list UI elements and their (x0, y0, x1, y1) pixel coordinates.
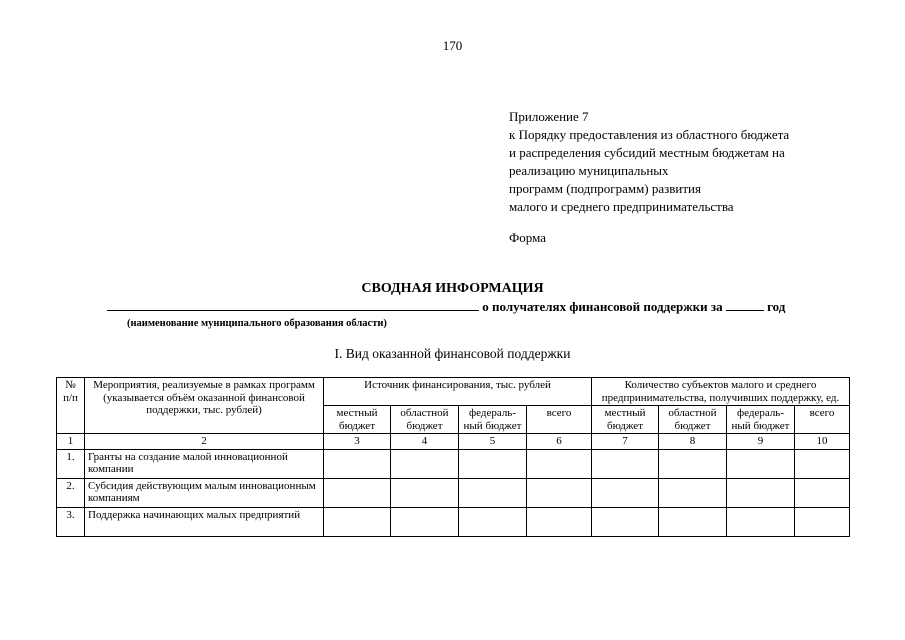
year-blank (726, 298, 764, 311)
row-event: Гранты на создание малой инновационной компании (85, 449, 324, 478)
column-number-row (57, 434, 850, 450)
header-sources: Источник финансирования, тыс. рублей (324, 378, 592, 406)
header-row (57, 378, 850, 406)
row-number: 3. (57, 507, 85, 536)
table-cell (659, 507, 727, 536)
table-row (57, 449, 850, 478)
municipality-caption: (наименование муниципального образования области) (127, 318, 387, 329)
table-row (57, 507, 850, 536)
column-number: 7 (592, 434, 659, 450)
table-cell (391, 449, 459, 478)
subtitle-line (107, 298, 785, 315)
appendix-line: и распределения субсидий местным бюджетам на (509, 145, 785, 160)
appendix-line: малого и среднего предпринимательства (509, 199, 734, 214)
column-number: 3 (324, 434, 391, 450)
table-cell (527, 449, 592, 478)
table-row (57, 478, 850, 507)
table-cell (324, 449, 391, 478)
sub-regional: областной бюджет (391, 406, 459, 434)
row-number: 2. (57, 478, 85, 507)
header-event: Мероприятия, реализуемые в рамках программ (указывается объём оказанной финансовой поддержки, тыс. рублей) (85, 378, 324, 434)
table-cell (592, 449, 659, 478)
sub-total: всего (527, 406, 592, 434)
table-cell (659, 449, 727, 478)
appendix-line: реализацию муниципальных (509, 163, 669, 178)
table-cell (459, 478, 527, 507)
table-cell (727, 507, 795, 536)
appendix-line: к Порядку предоставления из областного бюджета (509, 127, 790, 142)
sub-regional: областной бюджет (659, 406, 727, 434)
row-event: Субсидия действующим малым инновационным компаниям (85, 478, 324, 507)
sub-federal: федераль-ный бюджет (727, 406, 795, 434)
subtitle-year-word: год (767, 299, 786, 314)
table-cell (459, 449, 527, 478)
table-cell (459, 507, 527, 536)
sub-local: местный бюджет (324, 406, 391, 434)
column-number: 5 (459, 434, 527, 450)
table-cell (527, 507, 592, 536)
table-cell (795, 449, 850, 478)
row-number: 1. (57, 449, 85, 478)
municipality-blank (107, 298, 479, 311)
column-number: 1 (57, 434, 85, 450)
table-cell (324, 478, 391, 507)
column-number: 2 (85, 434, 324, 450)
header-num: № п/п (57, 378, 85, 434)
column-number: 10 (795, 434, 850, 450)
table-cell (527, 478, 592, 507)
table-cell (391, 478, 459, 507)
appendix-block (509, 108, 789, 216)
table-cell (592, 507, 659, 536)
sub-local: местный бюджет (592, 406, 659, 434)
column-number: 8 (659, 434, 727, 450)
subtitle-text: о получателях финансовой поддержки за (482, 299, 723, 314)
table-cell (324, 507, 391, 536)
section-title: I. Вид оказанной финансовой поддержки (334, 346, 571, 361)
column-number: 6 (527, 434, 592, 450)
support-table (56, 377, 850, 537)
column-number: 9 (727, 434, 795, 450)
table-cell (391, 507, 459, 536)
table-cell (727, 478, 795, 507)
table-cell (592, 478, 659, 507)
table-cell (795, 478, 850, 507)
page-number: 170 (442, 38, 463, 53)
appendix-line: Приложение 7 (509, 109, 589, 124)
table-cell (795, 507, 850, 536)
table-cell (659, 478, 727, 507)
form-label: Форма (509, 230, 546, 245)
sub-federal: федераль-ный бюджет (459, 406, 527, 434)
document-title: СВОДНАЯ ИНФОРМАЦИЯ (361, 281, 544, 296)
row-event: Поддержка начинающих малых предприятий (85, 507, 324, 536)
column-number: 4 (391, 434, 459, 450)
table-cell (727, 449, 795, 478)
sub-total: всего (795, 406, 850, 434)
appendix-line: программ (подпрограмм) развития (509, 181, 701, 196)
header-subjects: Количество субъектов малого и среднего предпринимательства, получивших поддержку, ед. (592, 378, 850, 406)
